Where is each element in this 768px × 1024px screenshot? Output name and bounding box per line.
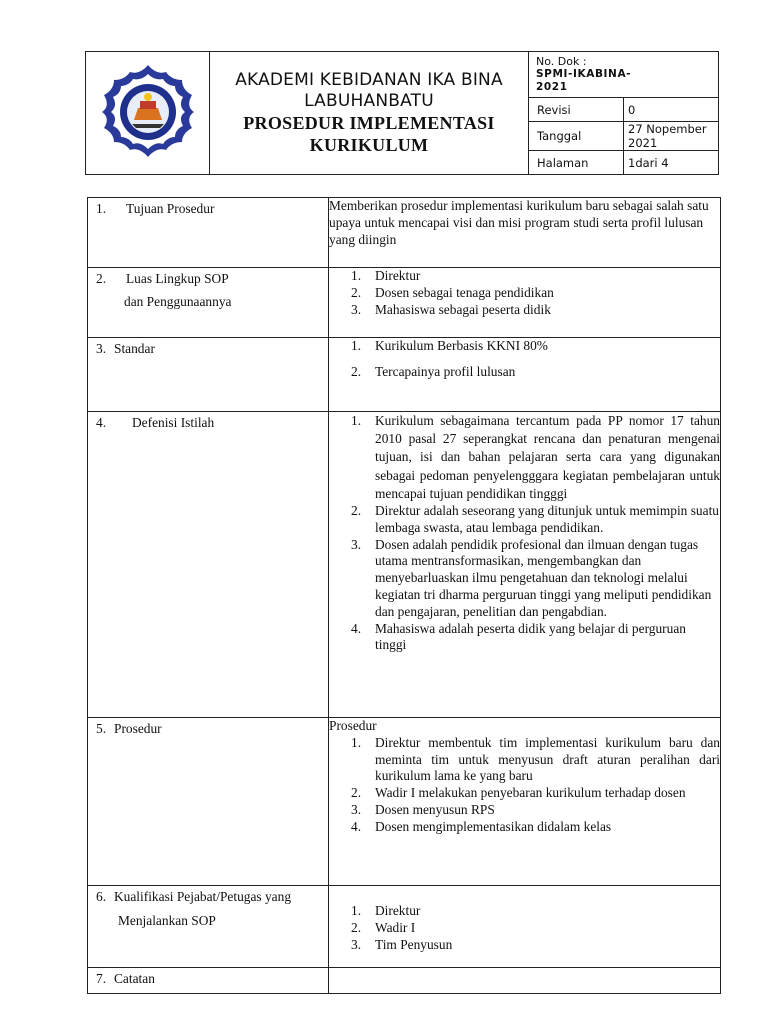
row-number: 6. xyxy=(96,889,107,904)
procedure-heading: Prosedur xyxy=(329,718,377,733)
revision-value: 0 xyxy=(624,98,719,122)
row-label: Tujuan Prosedur xyxy=(126,201,215,216)
table-row xyxy=(88,968,721,994)
institution-name-line1: AKADEMI KEBIDANAN IKA BINA xyxy=(235,70,503,90)
row-label-cell xyxy=(88,268,329,338)
row-content-cell xyxy=(329,268,721,338)
row-label-cell xyxy=(88,338,329,412)
row-label-cell xyxy=(88,412,329,718)
row-content-cell xyxy=(329,412,721,718)
list-item: 3. Mahasiswa sebagai peserta didik xyxy=(351,301,551,317)
row-content-cell xyxy=(329,338,721,412)
table-row xyxy=(88,718,721,886)
definition-list xyxy=(329,412,720,654)
row-number: 3. xyxy=(96,341,107,356)
table-row xyxy=(88,886,721,968)
row-label-cell xyxy=(88,968,329,994)
procedure-title-line2: KURIKULUM xyxy=(309,135,429,155)
list-item: 1. Direktur xyxy=(351,903,421,918)
row-label: Prosedur xyxy=(114,721,162,736)
scope-list xyxy=(329,268,720,318)
institution-name-line2: LABUHANBATU xyxy=(304,91,434,111)
row-label-cont: Menjalankan SOP xyxy=(118,912,216,928)
document-header xyxy=(85,51,719,175)
row-label: Catatan xyxy=(114,971,155,986)
title-cell xyxy=(210,52,529,175)
date-label: Tanggal xyxy=(529,122,624,151)
list-item: 3. Dosen adalah pendidik profesional dan ilmuan dengan tugas utama mentransformasikan, mengembangkan dan menyebarluaskan ilmu pengetahuan dan teknologi melalui kegiatan tri dharma perguruan tinggi yang meliputi pendidikan dan pengajaran, penelitian dan pengabdian. xyxy=(351,536,712,619)
row-label: Standar xyxy=(114,341,155,356)
table-row xyxy=(88,198,721,268)
row-number: 7. xyxy=(96,971,107,986)
row-label-cell xyxy=(88,198,329,268)
logo-cell xyxy=(86,52,210,175)
list-item: 4. Dosen mengimplementasikan didalam kelas xyxy=(351,818,612,834)
procedure-steps xyxy=(329,735,720,836)
row-number: 2. xyxy=(96,271,107,286)
doc-number-label: No. Dok : xyxy=(536,55,587,68)
row-number: 1. xyxy=(96,201,107,216)
standard-list xyxy=(329,338,720,381)
date-value: 27 Nopember 2021 xyxy=(624,122,719,151)
list-item: 2. Wadir I xyxy=(351,919,416,935)
list-item: 3. Dosen menyusun RPS xyxy=(351,801,495,817)
row-label: Defenisi Istilah xyxy=(132,415,215,430)
page-label: Halaman xyxy=(529,151,624,175)
institution-logo xyxy=(96,62,200,160)
page-value: 1dari 4 xyxy=(624,151,719,175)
list-item: 1. Direktur xyxy=(351,268,421,283)
procedure-title-line1: PROSEDUR IMPLEMENTASI xyxy=(243,113,495,133)
list-item: 4. Mahasiswa adalah peserta didik yang belajar di perguruan tinggi xyxy=(351,620,686,653)
notes-cell xyxy=(329,968,721,994)
list-item: 3. Tim Penyusun xyxy=(351,936,453,952)
list-item: 2. Wadir I melakukan penyebaran kurikulum terhadap dosen xyxy=(351,785,686,801)
list-item: 2. Direktur adalah seseorang yang ditunjuk untuk memimpin suatu lembaga swasta, atau lembaga pendidikan. xyxy=(351,503,719,535)
row-label-cell xyxy=(88,886,329,968)
doc-number-cell xyxy=(529,52,719,98)
procedure-table xyxy=(87,197,721,994)
row-number: 4. xyxy=(96,415,107,430)
table-row xyxy=(88,268,721,338)
list-item: 2. Tercapainya profil lulusan xyxy=(351,363,516,379)
table-row xyxy=(88,338,721,412)
doc-number-value-1: SPMI-IKABINA- xyxy=(536,68,632,80)
row-label-cont: dan Penggunaannya xyxy=(124,293,232,309)
revision-label: Revisi xyxy=(529,98,624,122)
list-item: 2. Dosen sebagai tenaga pendidikan xyxy=(351,284,554,300)
row-label-cell xyxy=(88,718,329,886)
doc-number-value-2: 2021 xyxy=(536,81,568,93)
row-label: Luas Lingkup SOP xyxy=(126,271,229,286)
purpose-text: Memberikan prosedur implementasi kurikulum baru sebagai salah satu upaya untuk mencapai visi dan misi program studi serta profil lulusan yang diingin xyxy=(329,198,709,247)
row-label: Kualifikasi Pejabat/Petugas yang xyxy=(114,889,292,904)
row-number: 5. xyxy=(96,721,107,736)
table-row xyxy=(88,412,721,718)
qualification-list xyxy=(329,903,720,953)
row-content-cell xyxy=(329,198,721,268)
row-content-cell xyxy=(329,886,721,968)
list-item: 1. Direktur membentuk tim implementasi kurikulum baru dan meminta tim untuk menyusun draft aturan peralihan dari kurikulum lama ke yang baru xyxy=(351,734,720,784)
row-content-cell xyxy=(329,718,721,886)
list-item: 1. Kurikulum sebagaimana tercantum pada PP nomor 17 tahun 2010 pasal 27 seperangkat rencana dan penaturan mengenai tujuan, isi dan bahan pelajaran serta cara yang digunakan sebagai pedoman penyelengggara kegiatan pembelajaran untuk mencapai tujuan pendidikan tingggi xyxy=(351,413,720,501)
list-item: 1. Kurikulum Berbasis KKNI 80% xyxy=(351,338,548,353)
